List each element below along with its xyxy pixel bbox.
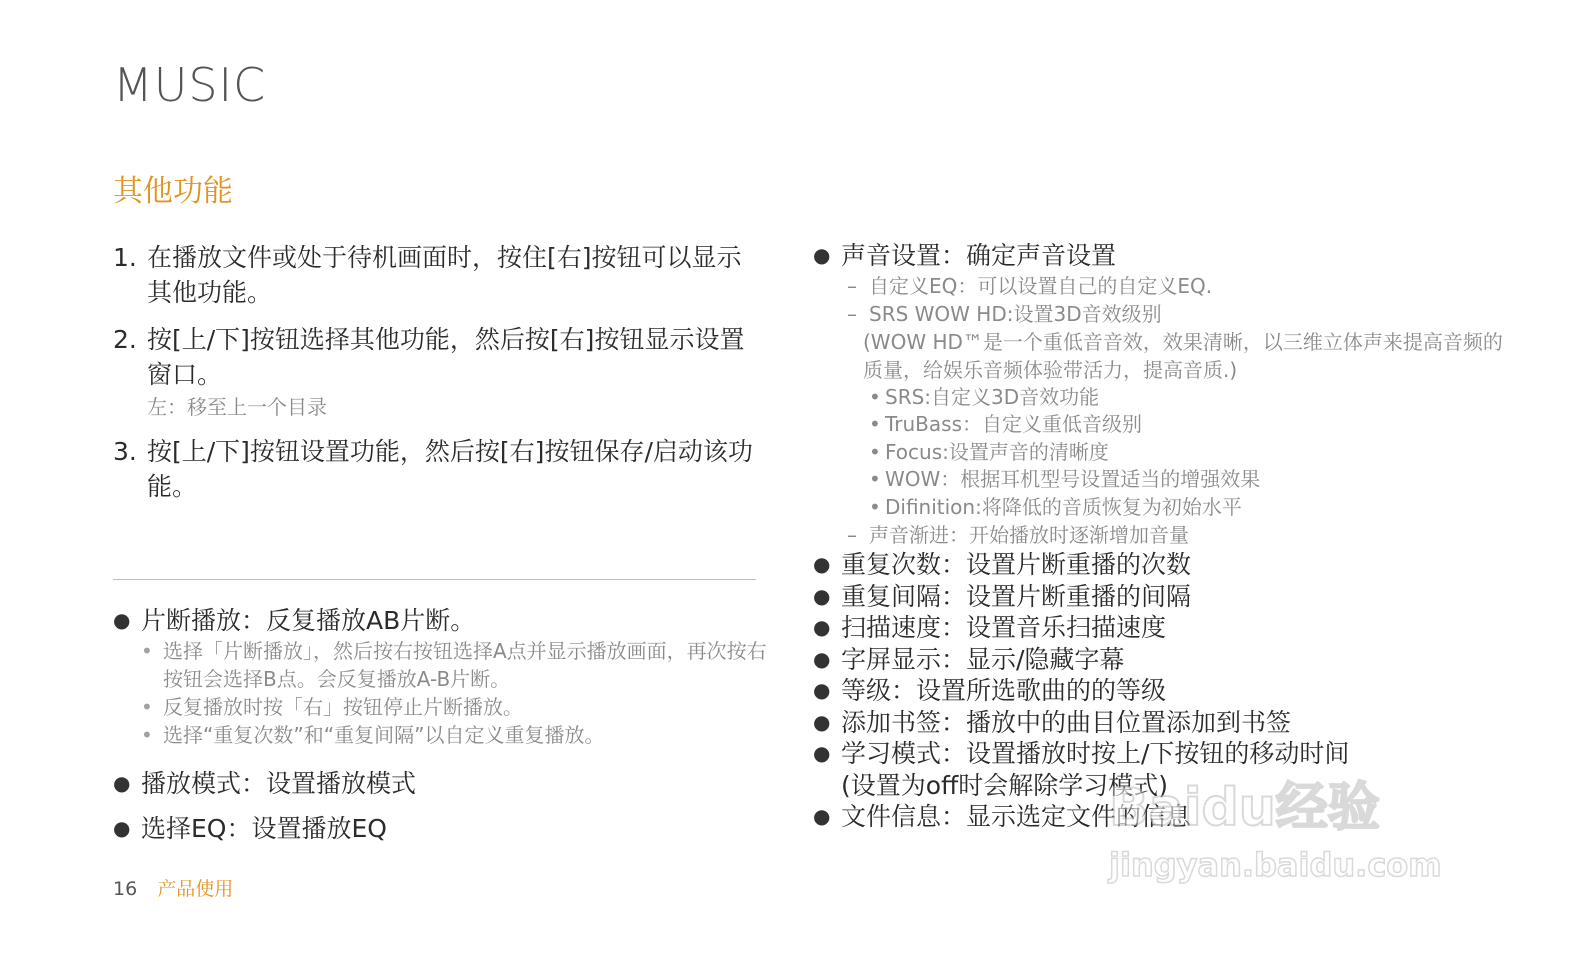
dash-icon: – — [847, 523, 857, 548]
small-bullet-icon: • — [141, 639, 153, 663]
dash-item — [813, 300, 1513, 328]
bullet-select-eq — [113, 812, 773, 845]
step-number: 1. — [113, 243, 137, 272]
small-bullet-icon: • — [869, 384, 881, 409]
bullet-icon: ● — [813, 741, 831, 766]
bullet-ab-repeat — [113, 604, 773, 637]
small-bullet-icon: • — [869, 494, 881, 519]
bullet-icon: ● — [813, 615, 831, 640]
srs-sub-text: WOW：根据耳机型号设置适当的增强效果 — [885, 467, 1261, 492]
page-footer — [113, 874, 233, 901]
bullet-sound-settings — [813, 240, 1513, 272]
watermark-logo: Baidu经验 — [1109, 778, 1380, 838]
sub-text: 选择“重复次数”和“重复间隔”以自定义重复播放。 — [163, 723, 605, 747]
bullet-text: 重复间隔：设置片断重播的间隔 — [841, 581, 1192, 611]
small-bullet-icon: • — [869, 439, 881, 464]
steps-list — [113, 240, 763, 516]
srs-sub-item — [813, 384, 1513, 412]
srs-description: (WOW HD™是一个重低音音效，效果清晰，以三维立体声来提高音频的质量，给娱乐音频体验带活力，提高音质.) — [863, 329, 1503, 382]
sub-item — [113, 721, 773, 749]
step-item — [113, 240, 763, 310]
step-text: 按[上/下]按钮选择其他功能，然后按[右]按钮显示设置窗口。 — [147, 325, 745, 389]
bullet-icon: ● — [113, 816, 131, 840]
bullet-icon: ● — [813, 709, 831, 734]
dash-text: 自定义EQ：可以设置自己的自定义EQ. — [869, 273, 1213, 298]
step-number: 2. — [113, 325, 137, 354]
dash-item — [813, 521, 1513, 549]
bullet-text: 等级：设置所选歌曲的的等级 — [841, 676, 1167, 706]
srs-sub-item — [813, 466, 1513, 494]
watermark — [1109, 765, 1469, 895]
bullet-play-mode — [113, 767, 773, 800]
bullet-lyrics-display — [813, 644, 1513, 676]
dash-icon: – — [847, 301, 857, 326]
step-text: 按[上/下]按钮设置功能，然后按[右]按钮保存/启动该功能。 — [147, 437, 753, 501]
bullet-icon: ● — [813, 583, 831, 608]
bullet-icon: ● — [113, 608, 131, 632]
bullet-icon: ● — [813, 243, 831, 267]
sub-item — [113, 637, 773, 693]
bullet-repeat-count — [813, 549, 1513, 581]
bullet-icon: ● — [813, 678, 831, 703]
step-number: 3. — [113, 437, 137, 466]
dash-item — [813, 272, 1513, 300]
watermark-url: jingyan.baidu.com — [1109, 846, 1442, 884]
left-bullet-list — [113, 604, 773, 845]
srs-sub-text: Difinition:将降低的音质恢复为初始水平 — [885, 494, 1242, 519]
study-mode-note: (设置为off时会解除学习模式) — [841, 770, 1169, 800]
srs-sub-text: Focus:设置声音的清晰度 — [885, 439, 1109, 464]
bullet-icon: ● — [813, 646, 831, 671]
bullet-text: 学习模式：设置播放时按上/下按钮的移动时间 — [841, 739, 1350, 769]
sub-text: 反复播放时按「右」按钮停止片断播放。 — [163, 695, 523, 719]
footer-label: 产品使用 — [157, 878, 234, 900]
bullet-text: 文件信息：显示选定文件的信息 — [841, 802, 1192, 832]
small-bullet-icon: • — [141, 723, 153, 747]
srs-sub-item — [813, 494, 1513, 522]
sub-text: 选择「片断播放」，然后按右按钮选择A点并显示播放画面，再次按右按钮会选择B点。会反复播放A-B片断。 — [163, 639, 767, 691]
page-title: MUSIC — [113, 58, 267, 112]
bullet-text: 片断播放：反复播放AB片断。 — [141, 606, 476, 635]
bullet-icon: ● — [113, 771, 131, 795]
bullet-scan-speed — [813, 612, 1513, 644]
sub-item — [113, 693, 773, 721]
bullet-text: 声音设置：确定声音设置 — [841, 241, 1117, 270]
bullet-rating — [813, 675, 1513, 707]
bullet-text: 重复次数：设置片断重播的次数 — [841, 550, 1192, 580]
page-number: 16 — [113, 878, 138, 900]
small-bullet-icon: • — [869, 412, 881, 437]
bullet-icon: ● — [813, 552, 831, 577]
srs-sub-item — [813, 411, 1513, 439]
srs-sub-text: TruBass：自定义重低音级别 — [885, 412, 1142, 437]
srs-sub-item — [813, 439, 1513, 467]
step-item — [113, 434, 763, 504]
bullet-text: 添加书签：播放中的曲目位置添加到书签 — [841, 707, 1292, 737]
small-bullet-icon: • — [869, 467, 881, 492]
section-heading: 其他功能 — [113, 174, 233, 209]
bullet-repeat-interval — [813, 581, 1513, 613]
bullet-icon: ● — [813, 804, 831, 829]
bullet-text: 播放模式：设置播放模式 — [141, 769, 417, 798]
divider — [113, 579, 756, 580]
bullet-add-bookmark — [813, 707, 1513, 739]
step-item — [113, 322, 763, 422]
dash-icon: – — [847, 273, 857, 298]
srs-sub-text: SRS:自定义3D音效功能 — [885, 384, 1100, 409]
dash-text: 声音渐进：开始播放时逐渐增加音量 — [869, 523, 1189, 548]
bullet-text: 扫描速度：设置音乐扫描速度 — [841, 613, 1167, 643]
step-note: 左：移至上一个目录 — [147, 395, 327, 419]
bullet-text: 选择EQ：设置播放EQ — [141, 814, 387, 843]
small-bullet-icon: • — [141, 695, 153, 719]
step-text: 在播放文件或处于待机画面时，按住[右]按钮可以显示其他功能。 — [147, 243, 742, 307]
bullet-text: 字屏显示：显示/隐藏字幕 — [841, 644, 1125, 674]
right-bullet-list — [813, 240, 1513, 833]
dash-text: SRS WOW HD:设置3D音效级别 — [869, 301, 1162, 326]
